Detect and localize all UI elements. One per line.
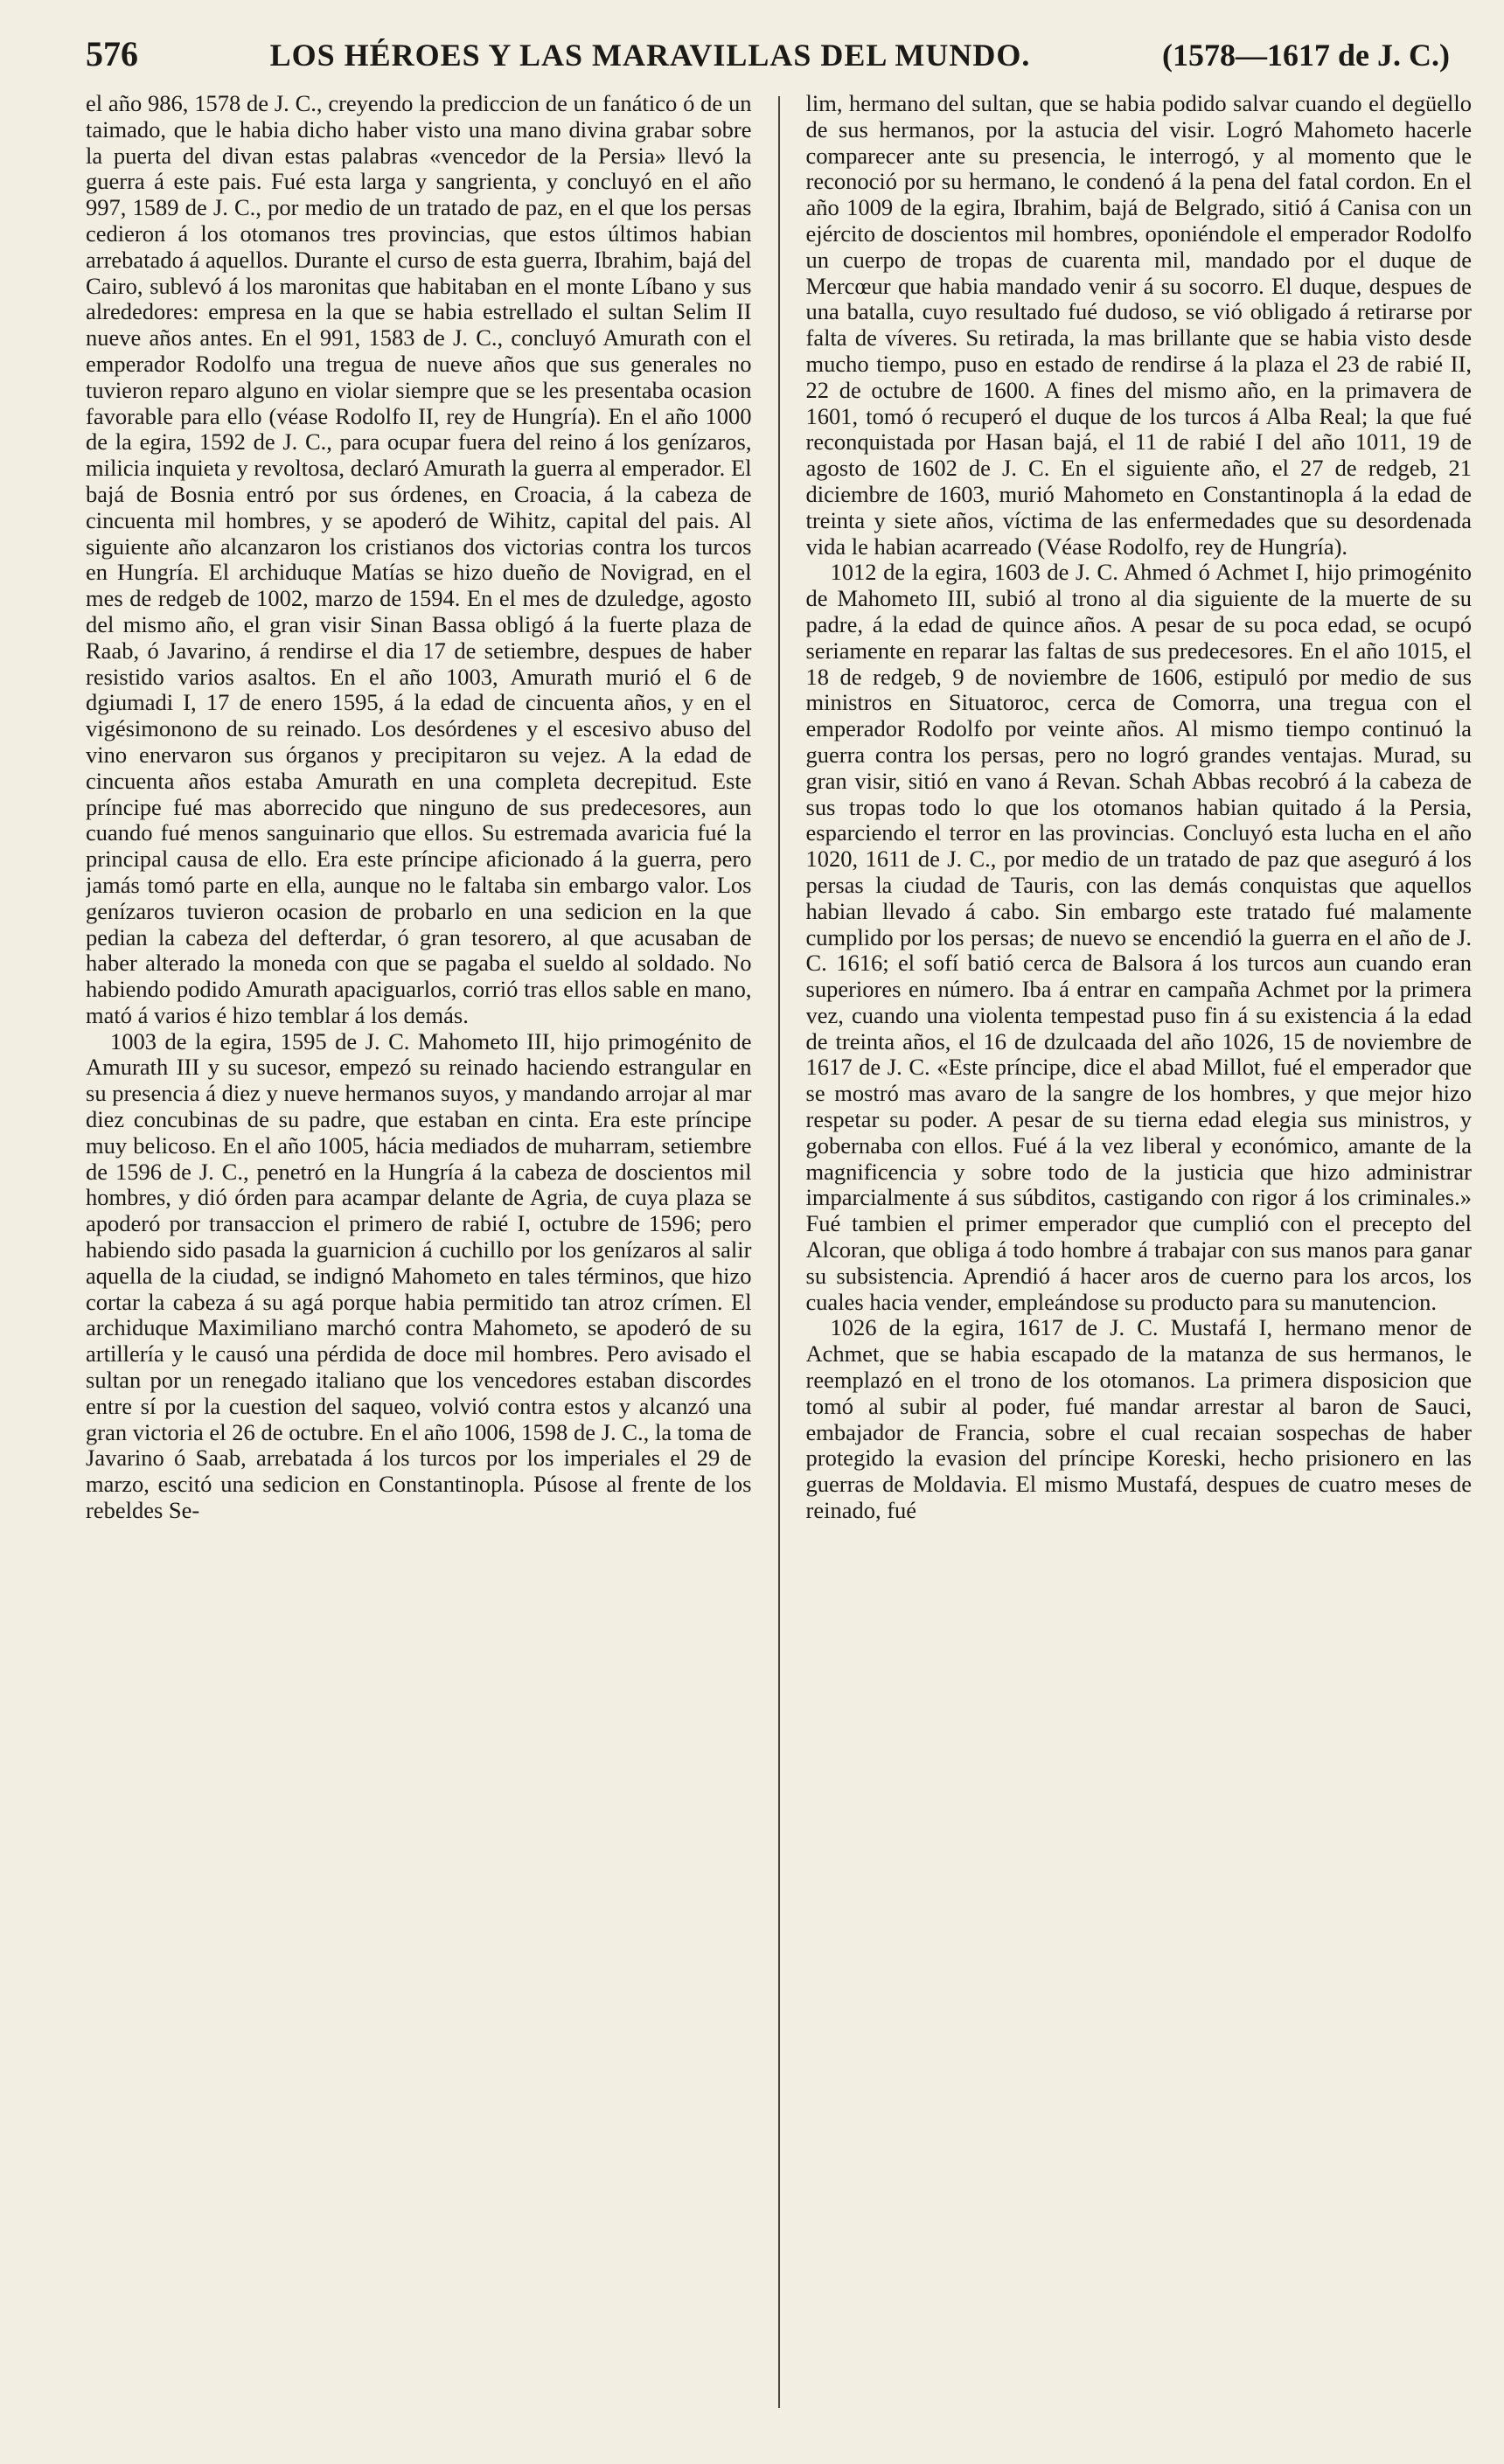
paragraph: 1003 de la egira, 1595 de J. C. Mahometo III, hijo primogénito de Amurath III y su sucesor, empezó su reinado haciendo estrangular en su presencia á diez y nueve hermanos suyos, y mandando arrojar al mar diez concubinas de su padre, que estaban en cinta. Era este príncipe muy belicoso. En el año 1005, hácia mediados de muharram, setiembre de 1596 de J. C., penetró en la Hungría á la cabeza de doscientos mil hombres, y dió órden para acampar delante de Agria, de cuya plaza se apoderó por transaccion el primero de rabié I, octubre de 1596; pero habiendo sido pasada la guarnicion á cuchillo por los genízaros al salir aquella de la ciudad, se indignó Mahometo en tales términos, que hizo cortar la cabeza á su agá porque habia permitido tan atroz crímen. El archiduque Maximiliano marchó contra Mahometo, se apoderó de su artillería y le causó una pérdida de doce mil hombres. Pero avisado el sultan por un renegado italiano que los vencedores estaban discordes entre sí por la cuestion del saqueo, volvió contra estos y alcanzó una gran victoria el 26 de octubre. En el año 1006, 1598 de J. C., la toma de Javarino ó Saab, arrebatada á los turcos por los imperiales el 29 de marzo, escitó una sedicion en Constantinopla. Púsose al frente de los rebeldes Se- bbox=[86, 1027, 752, 1524]
paragraph: lim, hermano del sultan, que se habia podido salvar cuando el degüello de sus hermanos, por la astucia del visir. Logró Mahometo hacerle comparecer ante su presencia, le interrogó, y al momento que le reconoció por su hermano, le condenó á la pena del fatal cordon. En el año 1009 de la egira, Ibrahim, bajá de Belgrado, sitió á Canisa con un ejército de doscientos mil hombres, oponiéndole el emperador Rodolfo un cuerpo de tropas de cuarenta mil, mandado por el duque de Mercœur que habia mandado venir á su socorro. El duque, despues de una batalla, cuyo resultado fué dudoso, se vió obligado á retirarse por falta de víveres. Su retirada, la mas brillante que se habia visto desde mucho tiempo, puso en estado de rendirse á la plaza el 23 de rabié II, 22 de octubre de 1600. A fines del mismo año, en la primavera de 1601, tomó ó recuperó el duque de los turcos á Alba Real; la que fué reconquistada por Hasan bajá, el 11 de rabié I del año 1011, 19 de agosto de 1602 de J. C. En el siguiente año, el 27 de redgeb, 21 diciembre de 1603, murió Mahometo en Constantinopla á la edad de treinta y siete años, víctima de las enfermedades que su desordenada vida le habian acarreado (Véase Rodolfo, rey de Hungría). bbox=[805, 91, 1472, 560]
paragraph: el año 986, 1578 de J. C., creyendo la prediccion de un fanático ó de un taimado, que le habia dicho haber visto una mano divina grabar sobre la puerta del divan estas palabras «vencedor de la Persia» llevó la guerra á este pais. Fué esta larga y sangrienta, y concluyó en el año 997, 1589 de J. C., por medio de un tratado de paz, en el que los persas cedieron á los otomanos tres provincias, que estos últimos habian arrebatado á aquellos. Durante el curso de esta guerra, Ibrahim, bajá del Cairo, sublevó á los maronitas que habitaban en el monte Líbano y sus alrededores: empresa en la que se habia estrellado el sultan Selim II nueve años antes. En el 991, 1583 de J. C., concluyó Amurath con el emperador Rodolfo una tregua de nueve años que sus generales no tuvieron reparo alguno en violar siempre que se les presentaba ocasion favorable para ello (véase Rodolfo II, rey de Hungría). En el año 1000 de la egira, 1592 de J. C., para ocupar fuera del reino á los genízaros, milicia inquieta y revoltosa, declaró Amurath la guerra al emperador. El bajá de Bosnia entró por sus órdenes, en Croacia, á la cabeza de cincuenta mil hombres, y se apoderó de Wihitz, capital del pais. Al siguiente año alcanzaron los cristianos dos victorias contra los turcos en Hungría. El archiduque Matías se hizo dueño de Novigrad, en el mes de redgeb de 1002, marzo de 1594. En el mes de dzuledge, agosto del mismo año, el gran visir Sinan Bassa obligó á la fuerte plaza de Raab, ó Javarino, á rendirse el dia 17 de setiembre, despues de haber resistido varios asaltos. En el año 1003, Amurath murió el 6 de dgiumadi I, 17 de enero 1595, á la edad de cincuenta años, y en el vigésimonono de su reinado. Los desórdenes y el escesivo abuso del vino enervaron sus órganos y precipitaron su vejez. A la edad de cincuenta años estaba Amurath en una completa decrepitud. Este príncipe fué mas aborrecido que ninguno de sus predecesores, aun cuando fué menos sanguinario que ellos. Su estremada avaricia fué la principal causa de ello. Era este príncipe aficionado á la guerra, pero jamás tomó parte en ella, aunque no le faltaba sin embargo valor. Los genízaros tuvieron ocasion de probarlo en una sedicion en la que pedian la cabeza del defterdar, ó gran tesorero, al que acusaban de haber alterado la moneda con que se pagaba el sueldo al soldado. No habiendo podido Amurath apaciguarlos, corrió tras ellos sable en mano, mató á varios é hizo temblar á los demás. bbox=[86, 91, 752, 1028]
paragraph: 1026 de la egira, 1617 de J. C. Mustafá I, hermano menor de Achmet, que se habia escapado de la matanza de sus hermanos, le reemplazó en el trono de los otomanos. La primera disposicion que tomó al subir al poder, fué mandar arrestar al baron de Sauci, embajador de Francia, sobre el cual recaian sospechas de haber protegido la evasion del príncipe Koreski, hecho prisionero en las guerras de Moldavia. El mismo Mustafá, despues de cuatro meses de reinado, fué bbox=[805, 1314, 1472, 1524]
text-columns bbox=[86, 91, 1472, 2443]
column-divider bbox=[778, 96, 780, 2408]
page-number: 576 bbox=[86, 34, 138, 73]
right-column bbox=[806, 91, 1473, 2443]
paragraph: 1012 de la egira, 1603 de J. C. Ahmed ó Achmet I, hijo primogénito de Mahometo III, subió al trono al dia siguiente de la muerte de su padre, á la edad de quince años. A pesar de su poca edad, se ocupó seriamente en reparar las faltas de sus predecesores. En el año 1015, el 18 de redgeb, 9 de noviembre de 1606, estipuló por medio de sus ministros en Situatoroc, cerca de Comorra, una tregua con el emperador Rodolfo por veinte años. Al mismo tiempo continuó la guerra contra los persas, pero no logró grandes ventajas. Murad, su gran visir, sitió en vano á Revan. Schah Abbas recobró á la cabeza de sus tropas todo lo que los otomanos habian quitado á la Persia, esparciendo el terror en las provincias. Concluyó esta lucha en el año 1020, 1611 de J. C., por medio de un tratado de paz que aseguró á los persas la ciudad de Tauris, con las demás conquistas que aquellos habian llevado á cabo. Sin embargo este tratado fué malamente cumplido por los persas; de nuevo se encendió la guerra en el año de J. C. 1616; el sofí batió cerca de Balsora á los turcos aun cuando eran superiores en número. Iba á entrar en campaña Achmet por la primera vez, cuando una violenta tempestad puso fin á su existencia á la edad de treinta años, el 16 de dzulcaada del año 1026, 15 de noviembre de 1617 de J. C. «Este príncipe, dice el abad Millot, fué el emperador que se mostró mas avaro de la sangre de los hombres, y que mejor hizo respetar su poder. A pesar de su tierna edad elegia sus ministros, y gobernaba con ellos. Fué á la vez liberal y económico, amante de la magnificencia y sobre todo de la justicia que hizo administrar imparcialmente á sus súbditos, castigando con rigor á los criminales.» Fué tambien el primer emperador que cumplió con el precepto del Alcoran, que obliga á todo hombre á trabajar con sus manos para ganar su subsistencia. Aprendió á hacer aros de cuerno para los arcos, los cuales hacia vender, empleándose su producto para su manutencion. bbox=[805, 559, 1472, 1315]
running-title: LOS HÉROES Y LAS MARAVILLAS DEL MUNDO. bbox=[269, 38, 1031, 73]
left-column bbox=[86, 91, 752, 2443]
page-header bbox=[86, 33, 1450, 86]
date-range: (1578—1617 de J. C.) bbox=[1162, 38, 1450, 73]
